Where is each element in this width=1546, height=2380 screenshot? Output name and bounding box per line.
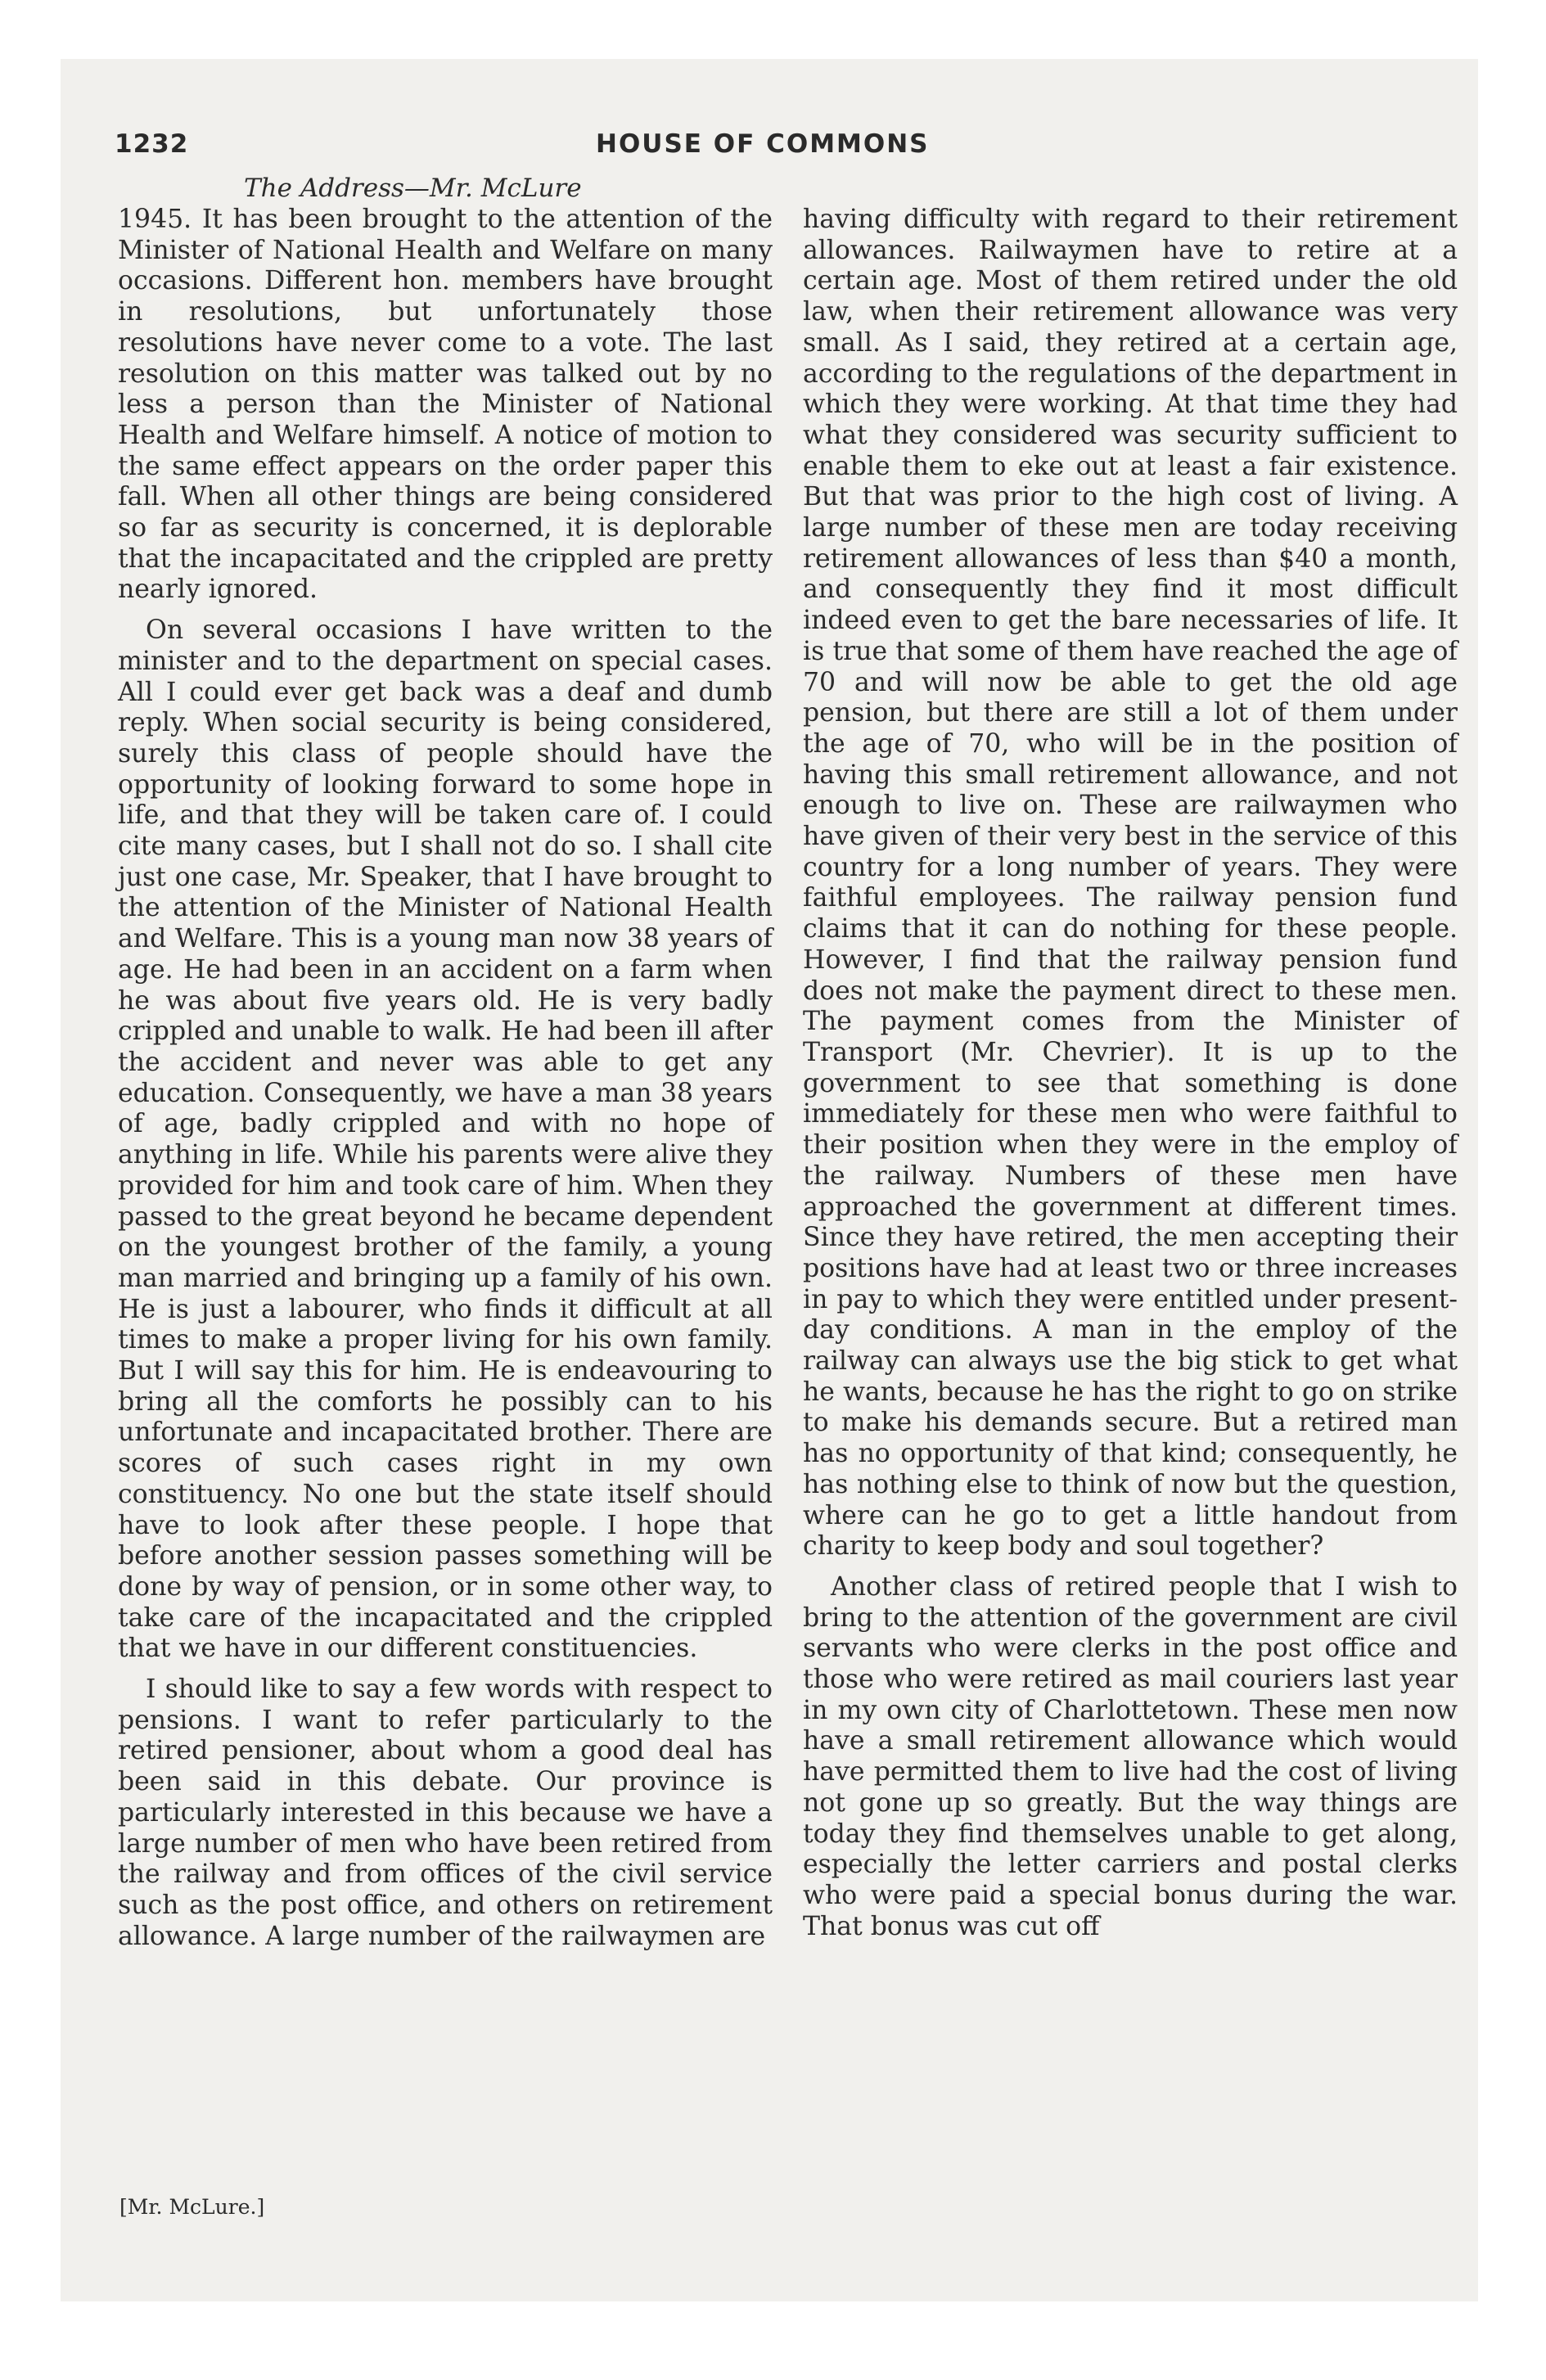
speaker-reference: [Mr. McLure.] — [119, 2195, 265, 2219]
paragraph: I should like to say a few words with respect to pensions. I want to refer particularly to the retired pensioner, about whom a good deal has been said in this debate. Our province is particularly interested in this because we have a large number of men who have been retired from the railway and from offices of the civil service such as the post office, and others on retirement allowance. A large number of the railwaymen are — [118, 1675, 773, 1951]
page-number: 1232 — [115, 129, 189, 159]
header-title: HOUSE OF COMMONS — [596, 129, 930, 159]
paragraph: 1945. It has been brought to the attention of the Minister of National Health and Welfare on many occasions. Different hon. members have brought in resolutions, but unfortunately those resolutions have never come to a vote. The last resolution on this matter was talked out by no less a person than the Minister of National Health and Welfare himself. A notice of motion to the same effect appears on the order paper this fall. When all other things are being considered so far as security is concerned, it is deplorable that the incapacitated and the crippled are pretty nearly ignored. — [118, 205, 773, 605]
left-column — [118, 205, 773, 1952]
page-header — [115, 129, 1465, 170]
paragraph: Another class of retired people that I wish to bring to the attention of the government are civil servants who were clerks in the post office and those who were retired as mail couriers last year in my own city of Charlottetown. These men now have a small retirement allowance which would have permitted them to live had the cost of living not gone up so greatly. But the way things are today they find themselves unable to get along, especially the letter carriers and postal clerks who were paid a special bonus during the war. That bonus was cut off — [803, 1571, 1458, 1941]
paragraph: having difficulty with regard to their retirement allowances. Railwaymen have to retire at a certain age. Most of them retired under the old law, when their retirement allowance was very small. As I said, they retired at a certain age, according to the regulations of the department in which they were working. At that time they had what they considered was security sufficient to enable them to eke out at least a fair existence. But that was prior to the high cost of living. A large number of these men are today receiving retirement allowances of less than $40 a month, and consequently they find it most difficult indeed even to get the bare necessaries of life. It is true that some of them have reached the age of 70 and will now be able to get the old age pension, but there are still a lot of them under the age of 70, who will be in the position of having this small retirement allowance, and not enough to live on. These are railwaymen who have given of their very best in the service of this country for a long number of years. They were faithful employees. The railway pension fund claims that it can do nothing for these people. However, I find that the railway pension fund does not make the payment direct to these men. The payment comes from the Minister of Transport (Mr. Chevrier). It is up to the government to see that something is done immediately for these men who were faithful to their position when they were in the employ of the railway. Numbers of these men have approached the government at different times. Since they have retired, the men accepting their positions have had at least two or three increases in pay to which they were entitled under present-day conditions. A man in the employ of the railway can always use the big stick to get what he wants, because he has the right to go on strike to make his demands secure. But a retired man has no opportunity of that kind; consequently, he has nothing else to think of now but the question, where can he go to get a little handout from charity to keep body and soul together? — [803, 205, 1458, 1562]
paragraph: On several occasions I have written to the minister and to the department on special cases. All I could ever get back was a deaf and dumb reply. When social security is being considered, surely this class of people should have the opportunity of looking forward to some hope in life, and that they will be taken care of. I could cite many cases, but I shall not do so. I shall cite just one case, Mr. Speaker, that I have brought to the attention of the Minister of National Health and Welfare. This is a young man now 38 years of age. He had been in an accident on a farm when he was about five years old. He is very badly crippled and unable to walk. He had been ill after the accident and never was able to get any education. Consequently, we have a man 38 years of age, badly crippled and with no hope of anything in life. While his parents were alive they provided for him and took care of him. When they passed to the great beyond he became dependent on the youngest brother of the family, a young man married and bringing up a family of his own. He is just a labourer, who finds it difficult at all times to make a proper living for his own family. But I will say this for him. He is endeavouring to bring all the comforts he possibly can to his unfortunate and incapacitated brother. There are scores of such cases right in my own constituency. No one but the state itself should have to look after these people. I hope that before another session passes something will be done by way of pension, or in some other way, to take care of the incapacitated and the crippled that we have in our different constituencies. — [118, 615, 773, 1664]
right-column — [803, 205, 1458, 1942]
running-head: The Address—Mr. McLure — [244, 174, 582, 203]
